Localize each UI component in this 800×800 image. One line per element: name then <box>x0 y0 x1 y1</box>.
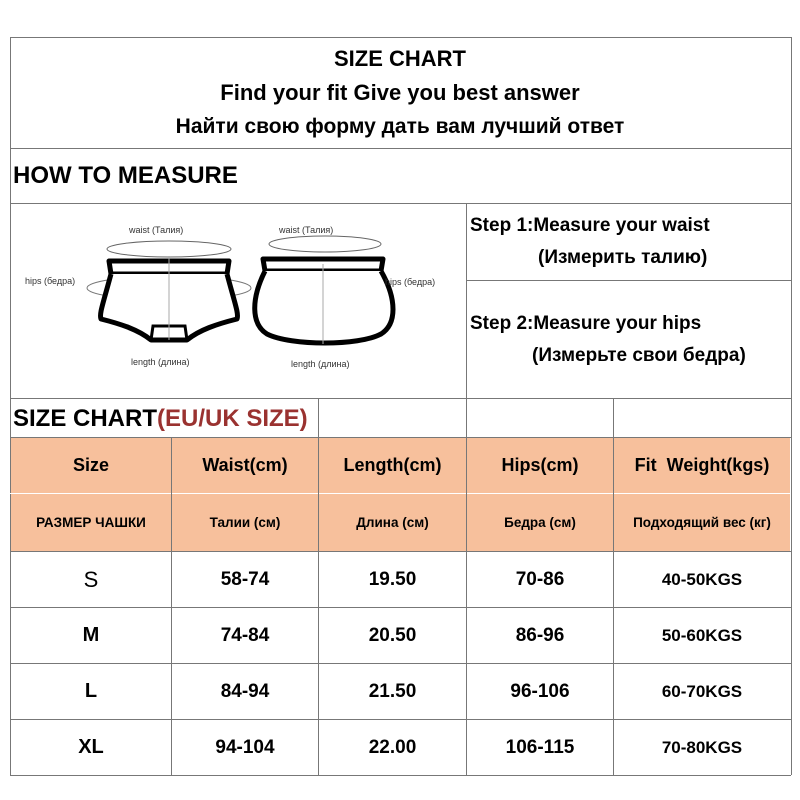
col-header-waist-ru: Талии (см) <box>209 515 281 530</box>
col-header-length: Length(cm) <box>343 455 442 475</box>
size-cell: XL <box>78 736 104 758</box>
weight-cell: 40-50KGS <box>661 569 743 589</box>
waist-cell: 84-94 <box>220 680 270 702</box>
size-chart-heading <box>13 405 308 433</box>
size-cell: L <box>84 680 98 702</box>
hips-cell: 70-86 <box>515 568 565 590</box>
col-header-weight-ru: Подходящий вес (кг) <box>633 515 771 530</box>
waist-label-right: waist (Талия) <box>279 225 334 235</box>
length-cell: 20.50 <box>368 624 417 646</box>
step-1-line-1: Step 1:Measure your waist <box>470 215 710 236</box>
length-cell: 22.00 <box>368 736 417 758</box>
col-header-size-ru: РАЗМЕР ЧАШКИ <box>36 515 146 530</box>
weight-cell: 60-70KGS <box>661 681 743 701</box>
hips-label-left: hips (бедра) <box>25 276 76 286</box>
divider-steps <box>466 280 791 281</box>
hips-cell: 106-115 <box>505 736 575 758</box>
col-header-size: Size <box>72 455 110 475</box>
step-2-line-2: (Измерьте свои бедра) <box>532 345 746 366</box>
brief-front-illustration <box>87 241 251 340</box>
divider-measure-vertical <box>466 203 467 399</box>
subtitle-russian: Найти свою форму дать вам лучший ответ <box>175 115 625 138</box>
col-header-weight: Fit Weight(kgs) <box>634 455 770 475</box>
col-header-waist: Waist(cm) <box>202 455 288 475</box>
col-header-hips: Hips(cm) <box>501 455 579 475</box>
subtitle-english: Find your fit Give you best answer <box>220 80 580 105</box>
length-cell: 21.50 <box>368 680 417 702</box>
hips-cell: 86-96 <box>515 624 565 646</box>
size-chart-heading-accent: (EU/UK SIZE) <box>157 405 308 432</box>
size-cell: S <box>83 566 99 592</box>
size-cell: M <box>82 624 100 646</box>
hips-cell: 96-106 <box>510 680 570 702</box>
hips-label-right: hips (бедра) <box>385 277 436 287</box>
length-cell: 19.50 <box>368 568 417 590</box>
divider-title <box>10 148 791 149</box>
divider-top <box>10 37 791 38</box>
waist-cell: 74-84 <box>220 624 270 646</box>
weight-cell: 50-60KGS <box>661 625 743 645</box>
page-title: SIZE CHART <box>334 46 466 71</box>
waist-label-left: waist (Талия) <box>129 225 184 235</box>
brief-back-illustration <box>255 236 393 344</box>
col-header-length-ru: Длина (см) <box>356 515 429 530</box>
step-2-line-1: Step 2:Measure your hips <box>470 313 702 334</box>
divider-measure-section <box>10 398 791 399</box>
col-header-hips-ru: Бедра (см) <box>504 515 576 530</box>
waist-cell: 94-104 <box>215 736 275 758</box>
divider-bottom <box>10 775 791 776</box>
how-to-measure-heading: HOW TO MEASURE <box>13 162 238 189</box>
measurement-diagram <box>11 204 465 397</box>
waist-cell: 58-74 <box>220 568 270 590</box>
length-label-left: length (длина) <box>131 357 190 367</box>
weight-cell: 70-80KGS <box>661 737 743 757</box>
step-1-line-2: (Измерить талию) <box>538 247 708 268</box>
length-label-right: length (длина) <box>291 359 350 369</box>
size-chart-heading-text: SIZE CHART <box>13 405 157 432</box>
title-block <box>11 38 789 148</box>
